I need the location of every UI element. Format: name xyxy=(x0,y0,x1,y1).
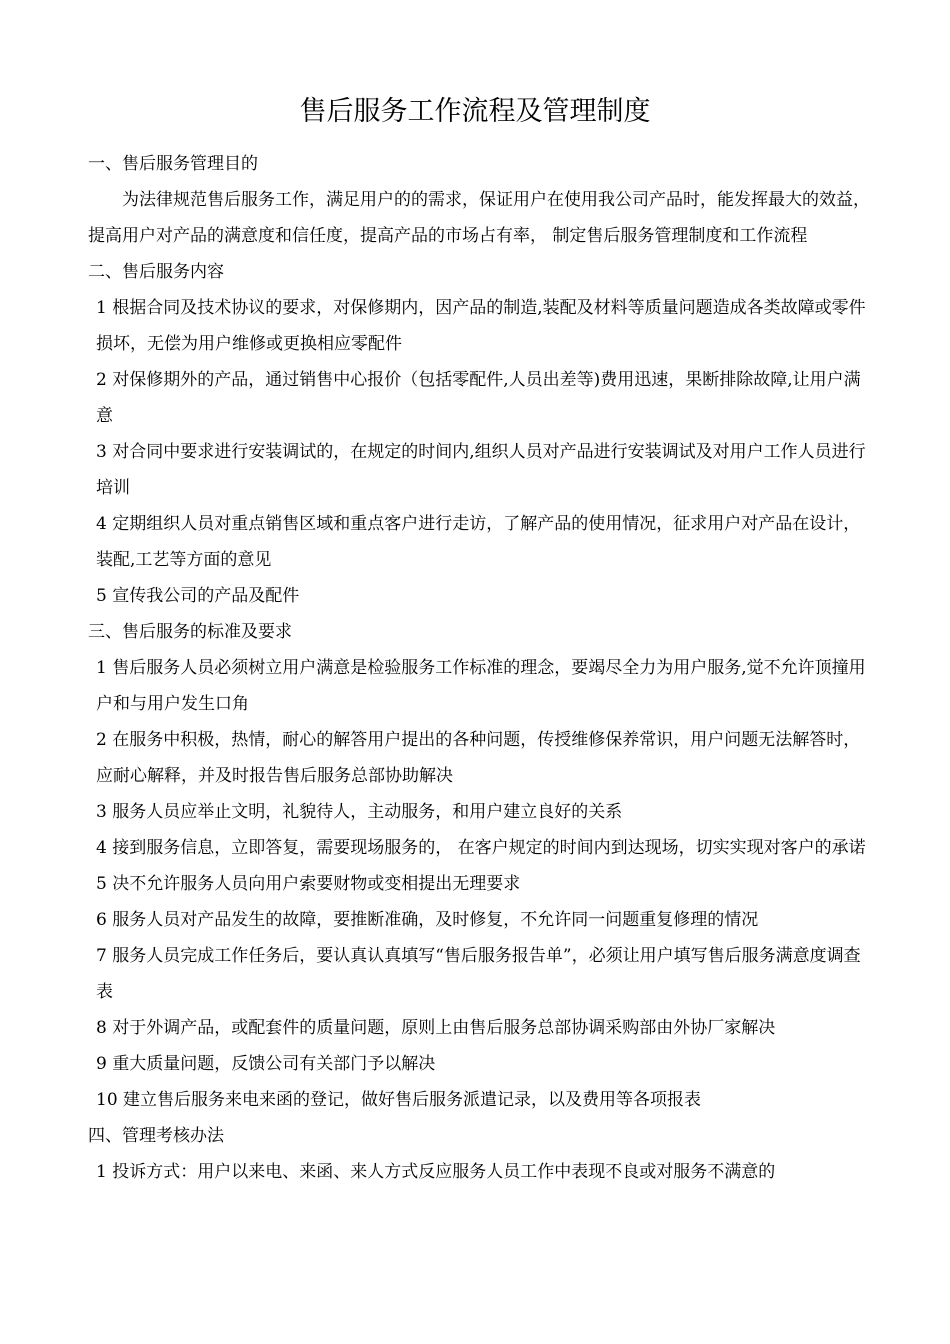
paragraph: 10 建立售后服务来电来函的登记，做好售后服务派遣记录，以及费用等各项报表 xyxy=(96,1090,702,1110)
section-heading: 一、售后服务管理目的 xyxy=(88,154,258,174)
section-heading: 三、售后服务的标准及要求 xyxy=(88,622,292,642)
paragraph: 2 在服务中积极，热情，耐心的解答用户提出的各种问题，传授维修保养常识，用户问题无法解答时，应耐心解释，并及时报告售后服务总部协助解决 xyxy=(96,730,861,786)
paragraph: 6 服务人员对产品发生的故障，要推断准确，及时修复，不允许同一问题重复修理的情况 xyxy=(96,910,759,930)
paragraph: 2 对保修期外的产品，通过销售中心报价（包括零配件,人员出差等)费用迅速，果断排除故障,让用户满意 xyxy=(96,370,861,426)
paragraph: 8 对于外调产品，或配套件的质量问题，原则上由售后服务总部协调采购部由外协厂家解决 xyxy=(96,1018,776,1038)
paragraph: 1 根据合同及技术协议的要求，对保修期内，因产品的制造,装配及材料等质量问题造成各类故障或零件损坏，无偿为用户维修或更换相应零配件 xyxy=(96,298,866,354)
paragraph: 为法律规范售后服务工作，满足用户的的需求，保证用户在使用我公司产品时，能发挥最大的效益，提高用户对产品的满意度和信任度，提高产品的市场占有率， 制定售后服务管理制度和工作流程 xyxy=(88,190,870,246)
paragraph: 7 服务人员完成工作任务后，要认真认真填写“售后服务报告单”，必须让用户填写售后服务满意度调查表 xyxy=(96,946,861,1002)
document-body xyxy=(88,146,874,1190)
paragraph: 4 定期组织人员对重点销售区域和重点客户进行走访，了解产品的使用情况，征求用户对产品在设计，装配,工艺等方面的意见 xyxy=(96,514,861,570)
paragraph: 1 售后服务人员必须树立用户满意是检验服务工作标准的理念，要竭尽全力为用户服务,觉不允许顶撞用户和与用户发生口角 xyxy=(96,658,866,714)
paragraph: 3 对合同中要求进行安装调试的，在规定的时间内,组织人员对产品进行安装调试及对用户工作人员进行培训 xyxy=(96,442,866,498)
section-heading: 四、管理考核办法 xyxy=(88,1126,224,1146)
page-title: 售后服务工作流程及管理制度 xyxy=(299,96,651,127)
paragraph: 3 服务人员应举止文明，礼貌待人，主动服务，和用户建立良好的关系 xyxy=(96,802,623,822)
paragraph: 4 接到服务信息，立即答复，需要现场服务的， 在客户规定的时间内到达现场，切实实现对客户的承诺 xyxy=(96,838,866,858)
paragraph: 1 投诉方式：用户以来电、来函、来人方式反应服务人员工作中表现不良或对服务不满意的 xyxy=(96,1162,776,1182)
paragraph: 5 宣传我公司的产品及配件 xyxy=(96,586,300,606)
section-heading: 二、售后服务内容 xyxy=(88,262,224,282)
paragraph: 5 决不允许服务人员向用户索要财物或变相提出无理要求 xyxy=(96,874,521,894)
paragraph: 9 重大质量问题，反馈公司有关部门予以解决 xyxy=(96,1054,436,1074)
